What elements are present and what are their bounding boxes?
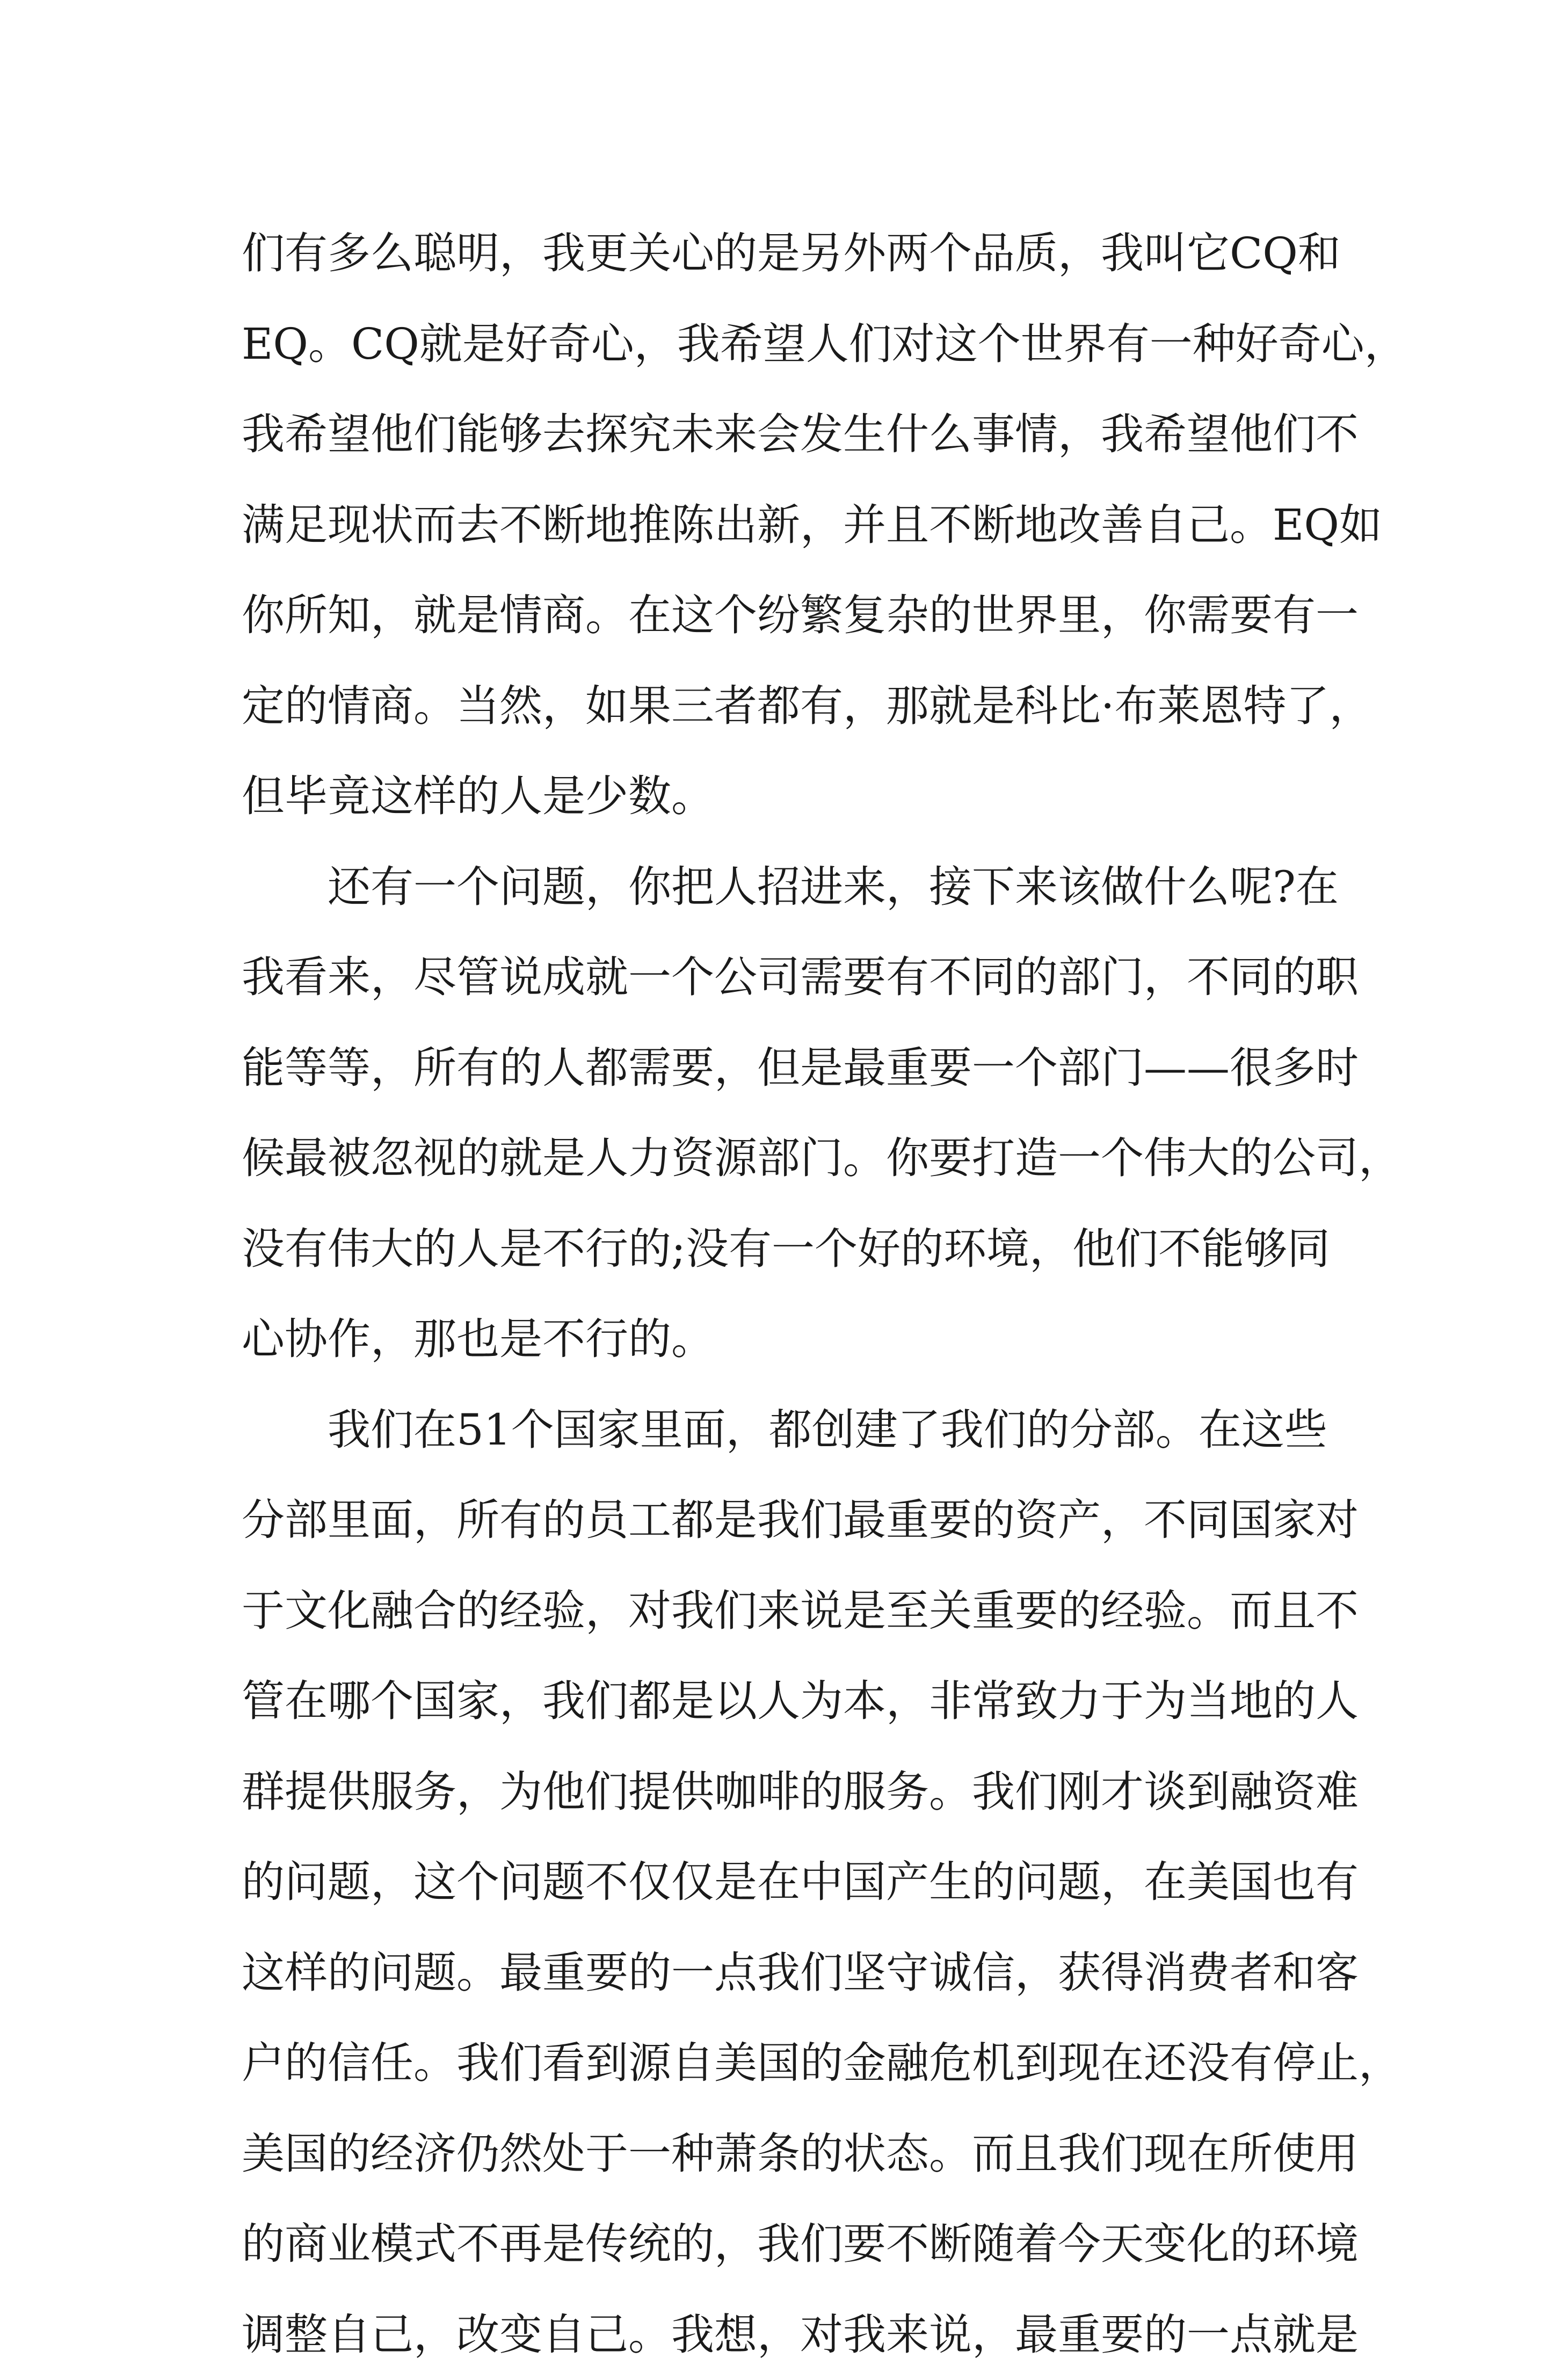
text-line: 你所知，就是情商。在这个纷繁复杂的世界里，你需要有一 (242, 570, 1321, 661)
paragraph-3 (242, 1385, 1321, 2380)
text-line: 于文化融合的经验，对我们来说是至关重要的经验。而且不 (242, 1566, 1321, 1657)
text-line: 的商业模式不再是传统的，我们要不断随着今天变化的环境 (242, 2199, 1321, 2290)
text-line: EQ。CQ就是好奇心，我希望人们对这个世界有一种好奇心， (242, 299, 1321, 390)
text-line: 分部里面，所有的员工都是我们最重要的资产，不同国家对 (242, 1475, 1321, 1566)
text-line: 还有一个问题，你把人招进来，接下来该做什么呢?在 (242, 842, 1321, 933)
text-line: 能等等，所有的人都需要，但是最重要一个部门——很多时 (242, 1023, 1321, 1114)
text-line: 户的信任。我们看到源自美国的金融危机到现在还没有停止， (242, 2018, 1321, 2109)
text-line: 我看来，尽管说成就一个公司需要有不同的部门，不同的职 (242, 932, 1321, 1023)
text-line: 没有伟大的人是不行的;没有一个好的环境，他们不能够同 (242, 1204, 1321, 1295)
text-line: 我希望他们能够去探究未来会发生什么事情，我希望他们不 (242, 389, 1321, 480)
text-line: 候最被忽视的就是人力资源部门。你要打造一个伟大的公司， (242, 1113, 1321, 1204)
paragraph-1 (242, 208, 1321, 842)
text-line: 群提供服务，为他们提供咖啡的服务。我们刚才谈到融资难 (242, 1747, 1321, 1838)
text-line: 调整自己，改变自己。我想，对我来说，最重要的一点就是 (242, 2290, 1321, 2380)
text-line: 心协作，那也是不行的。 (242, 1294, 1321, 1385)
document-body (242, 208, 1321, 2380)
text-line: 的问题，这个问题不仅仅是在中国产生的问题，在美国也有 (242, 1837, 1321, 1928)
text-line: 满足现状而去不断地推陈出新，并且不断地改善自己。EQ如 (242, 480, 1321, 571)
paragraph-2 (242, 842, 1321, 1385)
text-line: 但毕竟这样的人是少数。 (242, 751, 1321, 842)
text-line: 这样的问题。最重要的一点我们坚守诚信，获得消费者和客 (242, 1928, 1321, 2019)
text-line: 管在哪个国家，我们都是以人为本，非常致力于为当地的人 (242, 1656, 1321, 1747)
text-line: 定的情商。当然，如果三者都有，那就是科比·布莱恩特了， (242, 661, 1321, 752)
text-line: 美国的经济仍然处于一种萧条的状态。而且我们现在所使用 (242, 2109, 1321, 2200)
text-line: 我们在51个国家里面，都创建了我们的分部。在这些 (242, 1385, 1321, 1476)
text-line: 们有多么聪明，我更关心的是另外两个品质，我叫它CQ和 (242, 208, 1321, 299)
